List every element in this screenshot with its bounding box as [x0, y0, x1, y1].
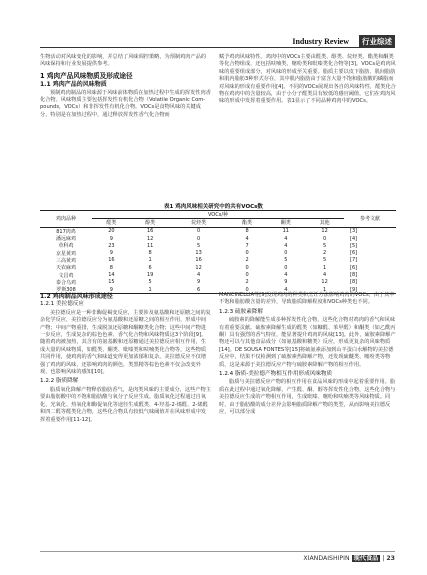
value-cell: 8: [109, 264, 113, 271]
left-column-bottom: [40, 292, 211, 424]
value-cell: 7: [245, 242, 249, 249]
value-cell: 1: [323, 264, 327, 271]
value-cell: 5: [284, 257, 288, 264]
value-cell: 4: [323, 272, 327, 279]
footer-magazine: 现代食品: [353, 555, 379, 562]
breed-cell: 京星黄鸡: [55, 250, 76, 257]
value-cell: 1: [131, 286, 170, 294]
table-row: [40, 279, 396, 286]
sub-header: 酮类: [266, 219, 305, 227]
breed-cell: 泰合乌鸡: [55, 279, 76, 286]
breed-cell: 817肉鸡: [56, 228, 76, 235]
value-cell: 16: [108, 257, 115, 264]
value-cell: 23: [108, 242, 115, 249]
ref-cell: [6]: [350, 250, 358, 257]
header-rule: [40, 47, 395, 48]
breed-cell: 潘远麻鸡: [55, 236, 76, 243]
table-row: [40, 242, 396, 249]
value-cell: 12: [195, 264, 202, 271]
ref-cell: [7]: [350, 257, 358, 264]
breed-cell: 天农麻鸡: [55, 265, 76, 272]
footer-rule: [40, 551, 395, 552]
value-cell: 0: [197, 235, 201, 242]
ref-cell: [5]: [350, 242, 358, 249]
value-cell: 12: [321, 279, 328, 286]
value-cell: 12: [146, 235, 154, 242]
value-cell: 8: [148, 250, 152, 257]
value-cell: 0: [245, 264, 249, 271]
col-header-breed: 鸡肉品种: [40, 211, 92, 228]
sub-header: 醛类: [92, 219, 131, 227]
value-cell: 4: [284, 242, 288, 249]
value-cell: 1: [148, 257, 152, 264]
value-cell: 2: [245, 257, 249, 264]
value-cell: 0: [284, 250, 288, 257]
header-english-title: Industry Review: [292, 37, 349, 46]
value-cell: 20: [108, 228, 115, 235]
page-number: 23: [386, 555, 395, 562]
ref-cell: [8]: [350, 272, 358, 279]
thiamine-paragraph: 硫胺素的降解能生成多种挥发性化合物，这些化合物对鸡肉的香气和风味有着重要贡献。硫胺素降解生成的醛类（如糠醛、苯甲醛）和酮类（如乙酰丙酮）具有强烈的香气特征，能显著提升鸡肉的风味[13]。此外，硫胺素降解产物还可以与其他食品成分（如氨基酸和糖类）反应，形成更复杂的风味物质[14]。DE SOUSA FONTES等[15]将硫氨素添加到山羊蛋白水解物的美拉德反应中，结果不仅检测到了硫胺素热降解产物，还发现硫醚类、噻吩类等物质，这是来源于美拉德反应产物与硫胺素降解产物的相互作用。: [219, 317, 396, 368]
value-cell: 9: [109, 235, 113, 242]
ref-cell: [9]: [344, 286, 396, 294]
value-cell: 5: [323, 242, 327, 249]
table-row: [40, 249, 396, 256]
intro-tail: 生物活动对风味变化的影响，并总结了风味调控策略，为预制鸡肉产品的风味保持和行业发展提供参考。: [40, 54, 207, 68]
value-cell: 14: [108, 272, 115, 279]
section-1-2-3-heading: 1.2.3 硫胺素降解: [219, 308, 263, 315]
value-cell: 0: [197, 228, 201, 235]
value-cell: 11: [282, 228, 289, 235]
value-cell: 5: [197, 242, 201, 249]
col-header-ref: 参考文献: [344, 211, 396, 228]
footer: XIANDAISHIPIN 现代食品 | 23: [303, 555, 395, 562]
right-column-top: [219, 54, 396, 106]
value-cell: 4: [266, 286, 305, 294]
lipid-paragraph-cont: MANCINELLIA等[9]发现鸡肉的种类和烹饪方法影响鸡肉的VOCs，由于其中不饱和脂肪酸含量的差异，导致脂质降解程度和VOCs种类也不同。: [219, 292, 395, 306]
breed-cell: 罗斯308: [40, 286, 92, 294]
value-cell: 0: [245, 272, 249, 279]
value-cell: 9: [197, 279, 201, 286]
value-cell: 1: [305, 286, 344, 294]
table-row: [40, 227, 396, 235]
value-cell: 9: [92, 286, 131, 294]
sub-header: 酯类: [228, 219, 267, 227]
table-row: [40, 264, 396, 271]
header-section-badge: 行业综述: [359, 35, 395, 48]
value-cell: 11: [146, 242, 154, 249]
value-cell: 4: [245, 235, 249, 242]
lipid-maillard-paragraph: 脂质与美拉德反应产物的相互作用在食品风味的形成中起着重要作用。脂质在此过程中通过氧化降解，产生醛、酮、醇等挥发性化合物，这些化合物与美拉德反应生成的产物相互作用，生成吡嗪、噻吩和呋喃类等风味物质。同时，由于脂肪酸的成分差异会影响脂质降解产物的类型，从而影响美拉德反应，可以部分成: [219, 379, 396, 416]
value-cell: 0: [245, 250, 249, 257]
value-cell: 0: [228, 286, 267, 294]
breed-cell: 文昌鸡: [58, 272, 74, 279]
value-cell: 5: [148, 279, 152, 286]
section-1-2-heading: 1.2 鸡肉制品风味形成途径: [40, 293, 113, 300]
ref-cell: [4]: [350, 235, 358, 242]
value-cell: 6: [148, 264, 152, 271]
vocs-table: [40, 210, 396, 294]
sub-header: 醇类: [131, 219, 170, 227]
value-cell: 8: [245, 228, 249, 235]
value-cell: 0: [284, 264, 288, 271]
ref-cell: [6]: [350, 264, 358, 271]
section-1-2-1-heading: 1.2.1 美拉德反应: [40, 301, 84, 308]
lipid-paragraph: 脂质氧化降解产物释放脂肪香气，是肉类风味的主要成分，这些产物主要由脂肪酸中的不饱和脂肪酸与氧分子反应生成。脂质氧化过程通过自氧化、光氧化、热氧化和酶促氧化等途径生成醛类、4-羟基-2-烯醛、2-烯醛和四二醛等醛类化合物，这些化合物具有较低气味阈值并在风味形成中发挥着重要作用[11-12]。: [40, 386, 211, 423]
ref-cell: [8]: [350, 279, 358, 286]
right-column-bottom: [219, 292, 396, 417]
section-1-1-paragraph-cont: 赋予鸡肉风味特性。鸡肉中的VOCs主要由醛类、醇类、烷烃类、酯类和酮类等化合物组成，还包括呋喃类、噻吩类和吡嗪类化合物等[3]。VOCs是鸡肉风味的重要组成部分，对风味的形成至关重要。脂质主要以皮下脂肪、肌间脂肪和肌内脂肪3种形式存在，其中肌内脂肪由于富含大量不饱和脂肪酸的磷脂而对风味的形成有重要作用[4]。不同的VOCs展现出各自的风味特性，醛类化合物在鸡肉中的含量较高，由于小分子醛类具有较低的感官阈值，它们在鸡肉风味的形成中发挥着重要作用。表1显示了不同品种鸡肉中的VOCs。: [219, 54, 396, 105]
value-cell: 0: [323, 235, 327, 242]
value-cell: 19: [146, 272, 154, 279]
section-1-1-paragraph: 预制鸡肉制品的风味源于风味前体物质在加热过程中生成的挥发性肉香化合物。风味物质主要包括挥发性有机化合物（Volatile Organic Com-pounds，VOCs）和非挥发性有机化合物。VOCs是食物风味的关键成分，特别是在加热过程中，通过释放挥发性香气化合物而: [40, 89, 211, 118]
table-row: [40, 257, 396, 264]
value-cell: 4: [284, 272, 288, 279]
breed-cell: 三高黄鸡: [55, 257, 76, 264]
value-cell: 12: [321, 228, 328, 235]
ref-cell: [3]: [350, 228, 358, 235]
value-cell: 9: [109, 250, 113, 257]
section-1-1-heading: 1.1 鸡肉产品的风味物质: [40, 81, 107, 89]
value-cell: 9: [284, 279, 288, 286]
section-1-heading: 1 鸡肉产品风味物质及形成途径: [40, 71, 133, 80]
table-1-title: 表1 鸡肉风味相关研究中的共有VOCs数: [164, 204, 263, 210]
value-cell: 4: [284, 235, 288, 242]
value-cell: 2: [245, 279, 249, 286]
left-column-top: [40, 54, 211, 119]
value-cell: 4: [197, 272, 201, 279]
table-row: [40, 271, 396, 278]
value-cell: 16: [146, 228, 154, 235]
section-1-2-4-heading: 1.2.4 脂质-美拉德产物相互作用形成风味物质: [219, 371, 333, 378]
value-cell: 2: [323, 250, 327, 257]
section-1-2-2-heading: 1.2.2 脂质降解: [40, 378, 79, 385]
sub-header: 其他: [305, 219, 344, 227]
value-cell: 5: [323, 257, 327, 264]
value-cell: 13: [195, 250, 202, 257]
sub-header: 烷烃类: [170, 219, 228, 227]
maillard-paragraph: 美拉德反应是一种非酶促褐变反应，主要涉及氨基酸和还原糖之间的复杂化学反应，美拉德反应分为氨基酸和还原糖之间的相互作用，形成中间产物；中间产物重排，生成脱氢还原糖和酮糖类化合物；这些中间产物进一步反应，生成复杂的棕色色素、香气化合物和风味物质这3个阶段[9]。随着鸡肉被加热，其含有的氨基酸和还原糖通过美拉德反应相互作用，生成大量的风味物质，如醛类、酮类、吡嗪类和呋喃类化合物等，这些物质共同作用，使鸡肉的香气和味道变得更加浓郁和复杂。美拉德反应不仅增强了鸡肉的风味，还影响鸡肉的颜色，类黑精等棕色色素不仅会改变外观，也影响风味的感知[10]。: [40, 309, 211, 376]
value-cell: 15: [108, 279, 115, 286]
value-cell: 6: [170, 286, 228, 294]
breed-cell: 草科鸡: [58, 243, 74, 250]
table-row: [40, 235, 396, 242]
col-header-vocs: VOCs/种: [92, 211, 344, 219]
footer-site: XIANDAISHIPIN: [303, 555, 350, 562]
value-cell: 16: [195, 257, 202, 264]
